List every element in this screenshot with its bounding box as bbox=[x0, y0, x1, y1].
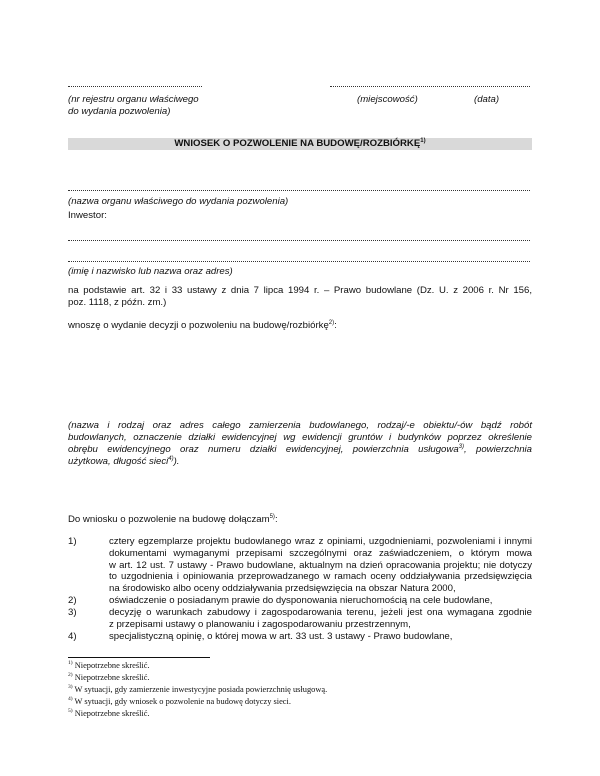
footnote-3-text: W sytuacji, gdy zamierzenie inwestycyjne posiada powierzchnię usługową. bbox=[74, 685, 328, 694]
project-label-line1: (nazwa i rodzaj oraz adres całego zamierzenia budowlanego, rodzaj/-e obiektu/-ów bądź robót bbox=[68, 420, 532, 431]
attachment-item-1 bbox=[109, 536, 532, 595]
attachment-2-line1: oświadczenie o posiadanym prawie do dysponowania nieruchomością na cele budowlane, bbox=[109, 595, 493, 606]
legal-basis-line2: poz. 1118, z późn. zm.) bbox=[68, 297, 167, 308]
attachment-num-4: 4) bbox=[68, 631, 77, 642]
request-statement bbox=[68, 320, 337, 331]
attachment-1-line5: na środowisko albo oceny oddziaływania przedsięwzięcia na obszar Natura 2000, bbox=[109, 583, 456, 595]
registry-label-line2: do wydania pozwolenia) bbox=[68, 106, 171, 117]
footnote-5 bbox=[68, 709, 150, 719]
footnote-3 bbox=[68, 685, 327, 695]
footnote-2-text: Niepotrzebne skreślić. bbox=[74, 673, 150, 682]
registry-label-line1: (nr rejestru organu właściwego bbox=[68, 94, 199, 105]
request-text: wnoszę o wydanie decyzji o pozwoleniu na budowę/rozbiórkę bbox=[68, 320, 329, 331]
request-footnote-ref: 2) bbox=[328, 319, 335, 326]
project-label-line3a: obrębu ewidencyjnego oraz numeru działki ewidencyjnej, powierzchnia usługowa bbox=[68, 444, 459, 455]
footnote-2 bbox=[68, 673, 150, 683]
attachment-1-line1: cztery egzemplarze projektu budowlanego wraz z opiniami, uzgodnieniami, pozwoleniami i innymi bbox=[109, 536, 532, 547]
attachment-4-line1: specjalistyczną opinię, o której mowa w art. 33 ust. 3 ustawy - Prawo budowlane, bbox=[109, 631, 453, 642]
investor-label: (imię i nazwisko lub nazwa oraz adres) bbox=[68, 266, 233, 277]
attachments-heading-ref: 5) bbox=[269, 513, 275, 520]
project-label-line3b: , powierzchnia bbox=[464, 444, 532, 455]
footnote-1-ref: 1) bbox=[68, 660, 73, 667]
footnote-1-text: Niepotrzebne skreślić. bbox=[74, 661, 150, 670]
footnote-4-ref: 4) bbox=[68, 696, 73, 703]
project-label-line4b: ). bbox=[173, 456, 180, 467]
date-label: (data) bbox=[474, 94, 500, 105]
title-footnote-ref: 1) bbox=[420, 137, 426, 144]
document-title bbox=[68, 138, 532, 150]
attachment-num-2: 2) bbox=[68, 595, 77, 606]
project-label-line3 bbox=[68, 444, 532, 456]
attachments-heading bbox=[68, 514, 278, 525]
project-label-ref4: 4) bbox=[168, 455, 174, 462]
investor-field-line1[interactable] bbox=[68, 240, 530, 241]
place-date-field[interactable] bbox=[330, 86, 530, 87]
authority-name-field[interactable] bbox=[68, 190, 530, 191]
footnote-5-ref: 5) bbox=[68, 708, 73, 715]
attachments-heading-suffix: : bbox=[274, 514, 278, 525]
footnote-4 bbox=[68, 697, 291, 707]
registry-number-field[interactable] bbox=[68, 86, 202, 87]
footnote-1 bbox=[68, 661, 150, 671]
attachment-item-2 bbox=[109, 595, 532, 607]
footnote-separator bbox=[68, 657, 210, 658]
legal-basis-line1: na podstawie art. 32 i 33 ustawy z dnia 7 lipca 1994 r. – Prawo budowlane (Dz. U. z 2006 r. Nr 156, bbox=[68, 285, 532, 296]
investor-field-line2[interactable] bbox=[68, 261, 530, 262]
project-label-line4a: użytkowa, długość sieci bbox=[68, 456, 169, 467]
attachment-item-4 bbox=[109, 631, 532, 643]
project-label-ref3: 3) bbox=[458, 443, 464, 450]
attachment-3-line1: decyzję o warunkach zabudowy i zagospodarowania terenu, jeżeli jest ona wymagana zgodnie bbox=[109, 607, 532, 618]
attachment-1-line3: w art. 12 ust. 7 ustawy - Prawo budowlane, aktualnym na dzień opracowania projektu; nie dotyczy bbox=[109, 559, 532, 571]
project-description-area[interactable] bbox=[68, 338, 532, 414]
attachments-heading-text: Do wniosku o pozwolenie na budowę dołączam bbox=[68, 514, 270, 525]
attachment-item-3 bbox=[109, 607, 532, 631]
footnote-4-text: W sytuacji, gdy wniosek o pozwolenie na budowę dotyczy sieci. bbox=[74, 697, 291, 706]
attachment-1-line4: to uzgodnienia i opiniowania przeprowadzanego w ramach oceny oddziaływania przedsięwzięcia bbox=[109, 571, 532, 583]
document-title-text: WNIOSEK O POZWOLENIE NA BUDOWĘ/ROZBIÓRKĘ bbox=[174, 138, 421, 149]
project-label-line2: budowlanych, oznaczenie działki ewidencyjnej wg ewidencji gruntów i budynków poprzez określenie bbox=[68, 432, 532, 443]
attachment-num-3: 3) bbox=[68, 607, 77, 618]
attachment-num-1: 1) bbox=[68, 536, 77, 547]
attachment-1-line2: dokumentami wymaganymi przepisami szczególnymi oraz zaświadczeniem, o którym mowa bbox=[109, 547, 532, 559]
investor-heading: Inwestor: bbox=[68, 210, 107, 221]
footnote-5-text: Niepotrzebne skreślić. bbox=[74, 709, 150, 718]
footnote-3-ref: 3) bbox=[68, 684, 73, 691]
footnote-2-ref: 2) bbox=[68, 672, 73, 679]
place-label: (miejscowość) bbox=[357, 94, 418, 105]
request-suffix: : bbox=[334, 320, 337, 331]
project-description-label bbox=[68, 420, 532, 468]
authority-label: (nazwa organu właściwego do wydania pozwolenia) bbox=[68, 196, 289, 207]
attachment-3-line2: z przepisami ustawy o planowaniu i zagospodarowaniu przestrzennym, bbox=[109, 618, 411, 630]
project-label-line4 bbox=[68, 456, 532, 468]
